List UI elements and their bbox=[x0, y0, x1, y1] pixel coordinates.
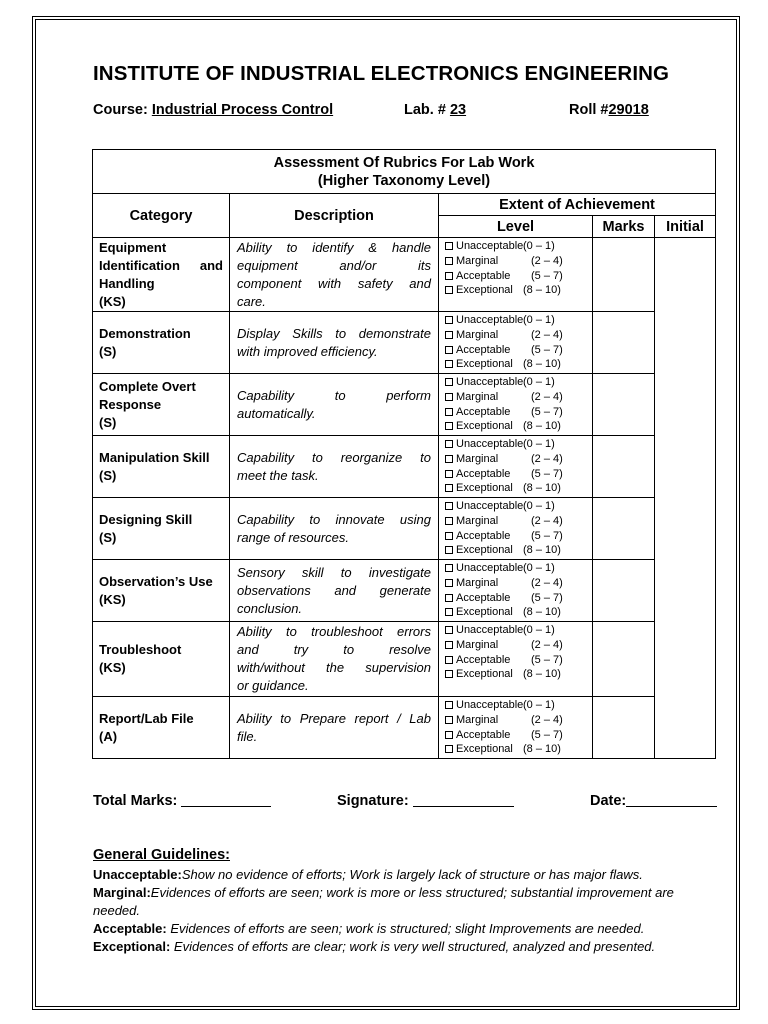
guideline-exceptional bbox=[93, 938, 715, 956]
level-range: (8 – 10) bbox=[523, 482, 561, 495]
level-range: (2 – 4) bbox=[531, 514, 563, 527]
checkbox-icon[interactable] bbox=[445, 745, 453, 753]
level-option-unacceptable[interactable] bbox=[445, 698, 586, 713]
level-label: Exceptional bbox=[456, 358, 513, 371]
level-range: (2 – 4) bbox=[531, 328, 563, 341]
date-blank[interactable] bbox=[626, 792, 717, 807]
table-row bbox=[93, 622, 716, 697]
guideline-text: Evidences of efforts are clear; work is very well structured, analyzed and presented. bbox=[170, 939, 656, 954]
description-line: file. bbox=[237, 728, 258, 744]
level-range: (5 – 7) bbox=[531, 269, 563, 282]
description-line: with/without the supervision bbox=[237, 660, 431, 675]
level-option-acceptable[interactable] bbox=[445, 467, 586, 482]
category-cell bbox=[93, 312, 230, 374]
level-range: (0 – 1) bbox=[523, 376, 555, 388]
marks-cell[interactable] bbox=[593, 498, 655, 560]
description-cell bbox=[230, 498, 439, 560]
checkbox-icon[interactable] bbox=[445, 393, 453, 401]
marks-cell[interactable] bbox=[593, 312, 655, 374]
total-marks-label: Total Marks: bbox=[93, 793, 178, 809]
level-option-exceptional[interactable] bbox=[445, 543, 586, 558]
roll-info bbox=[569, 102, 649, 118]
checkbox-icon[interactable] bbox=[445, 532, 453, 540]
level-option-exceptional[interactable] bbox=[445, 357, 586, 372]
level-option-marginal[interactable] bbox=[445, 452, 586, 467]
course-info bbox=[93, 102, 333, 118]
level-option-acceptable[interactable] bbox=[445, 653, 586, 668]
level-cell bbox=[439, 697, 593, 759]
level-option-acceptable[interactable] bbox=[445, 529, 586, 544]
category-line: Manipulation Skill bbox=[99, 449, 210, 465]
level-range: (0 – 1) bbox=[523, 438, 555, 450]
level-label: Exceptional bbox=[456, 544, 513, 557]
checkbox-icon[interactable] bbox=[445, 594, 453, 602]
level-label: Unacceptable bbox=[456, 624, 524, 636]
level-range: (2 – 4) bbox=[531, 638, 563, 651]
level-label: Exceptional bbox=[456, 284, 513, 297]
description-line: range of resources. bbox=[237, 529, 350, 545]
level-label: Exceptional bbox=[456, 420, 513, 433]
level-range: (8 – 10) bbox=[523, 606, 561, 619]
checkbox-icon[interactable] bbox=[445, 564, 453, 572]
level-option-acceptable[interactable] bbox=[445, 343, 586, 358]
description-line: Capability to perform bbox=[237, 387, 431, 403]
checkbox-icon[interactable] bbox=[445, 484, 453, 492]
level-range: (8 – 10) bbox=[523, 668, 561, 681]
description-cell bbox=[230, 374, 439, 436]
level-option-acceptable[interactable] bbox=[445, 728, 586, 743]
level-label: Unacceptable bbox=[456, 699, 524, 711]
level-label: Acceptable bbox=[456, 405, 511, 418]
category-line: Identification and bbox=[99, 257, 223, 273]
checkbox-icon[interactable] bbox=[445, 470, 453, 478]
guideline-term: Acceptable: bbox=[93, 921, 167, 936]
level-option-unacceptable[interactable] bbox=[445, 561, 586, 576]
description-line: Sensory skill to investigate bbox=[237, 564, 431, 580]
level-option-marginal[interactable] bbox=[445, 254, 586, 269]
category-cell bbox=[93, 622, 230, 697]
description-line: and try to resolve bbox=[237, 642, 431, 657]
lab-label: Lab. # bbox=[404, 102, 446, 118]
checkbox-icon[interactable] bbox=[445, 579, 453, 587]
level-option-unacceptable[interactable] bbox=[445, 437, 586, 452]
checkbox-icon[interactable] bbox=[445, 422, 453, 430]
description-line: automatically. bbox=[237, 405, 316, 421]
checkbox-icon[interactable] bbox=[445, 517, 453, 525]
checkbox-icon[interactable] bbox=[445, 440, 453, 448]
level-label: Unacceptable bbox=[456, 500, 524, 512]
category-line: (A) bbox=[99, 728, 118, 744]
category-cell bbox=[93, 436, 230, 498]
guideline-text: Evidences of efforts are seen; work is more or less structured; substantial improvement are needed. bbox=[93, 885, 674, 918]
level-option-exceptional[interactable] bbox=[445, 742, 586, 757]
signature-label: Signature: bbox=[337, 793, 409, 809]
category-line: Equipment bbox=[99, 239, 167, 255]
level-label: Unacceptable bbox=[456, 438, 524, 450]
guideline-unacceptable bbox=[93, 866, 715, 884]
signature-blank[interactable] bbox=[413, 792, 514, 807]
checkbox-icon[interactable] bbox=[445, 731, 453, 739]
level-label: Marginal bbox=[456, 514, 499, 527]
level-range: (5 – 7) bbox=[531, 653, 563, 666]
checkbox-icon[interactable] bbox=[445, 408, 453, 416]
marks-cell[interactable] bbox=[593, 374, 655, 436]
course-value[interactable]: Industrial Process Control bbox=[151, 102, 334, 118]
level-range: (0 – 1) bbox=[523, 240, 555, 252]
marks-cell[interactable] bbox=[593, 560, 655, 622]
level-range: (5 – 7) bbox=[531, 529, 563, 542]
level-label: Unacceptable bbox=[456, 240, 524, 252]
category-line: (KS) bbox=[99, 660, 126, 675]
level-range: (8 – 10) bbox=[523, 743, 561, 756]
institute-title: INSTITUTE OF INDUSTRIAL ELECTRONICS ENGINEERING bbox=[93, 62, 670, 85]
level-label: Acceptable bbox=[456, 269, 511, 282]
category-line: (S) bbox=[99, 529, 117, 545]
checkbox-icon[interactable] bbox=[445, 546, 453, 554]
category-line: Report/Lab File bbox=[99, 710, 194, 726]
level-cell bbox=[439, 238, 593, 312]
level-option-marginal[interactable] bbox=[445, 638, 586, 653]
level-option-acceptable[interactable] bbox=[445, 269, 586, 284]
description-cell bbox=[230, 238, 439, 312]
level-label: Acceptable bbox=[456, 343, 511, 356]
category-line: Troubleshoot bbox=[99, 642, 182, 657]
level-label: Marginal bbox=[456, 254, 499, 267]
level-label: Acceptable bbox=[456, 591, 511, 604]
level-range: (0 – 1) bbox=[523, 500, 555, 512]
checkbox-icon[interactable] bbox=[445, 286, 453, 294]
level-cell bbox=[439, 498, 593, 560]
level-label: Acceptable bbox=[456, 728, 511, 741]
level-range: (0 – 1) bbox=[523, 562, 555, 574]
marks-cell[interactable] bbox=[593, 436, 655, 498]
level-option-exceptional[interactable] bbox=[445, 481, 586, 496]
level-range: (8 – 10) bbox=[523, 284, 561, 297]
description-line: equipment and/or its bbox=[237, 257, 431, 273]
checkbox-icon[interactable] bbox=[445, 331, 453, 339]
description-cell bbox=[230, 436, 439, 498]
level-range: (2 – 4) bbox=[531, 576, 563, 589]
description-line: meet the task. bbox=[237, 467, 319, 483]
category-line: Demonstration bbox=[99, 325, 191, 341]
level-range: (0 – 1) bbox=[523, 699, 555, 711]
checkbox-icon[interactable] bbox=[445, 316, 453, 324]
level-label: Unacceptable bbox=[456, 562, 524, 574]
level-range: (0 – 1) bbox=[523, 314, 555, 326]
category-line: (S) bbox=[99, 343, 117, 359]
description-line: Display Skills to demonstrate bbox=[237, 325, 431, 341]
table-heading bbox=[93, 150, 716, 194]
guideline-term: Marginal: bbox=[93, 885, 151, 900]
description-line: or guidance. bbox=[237, 678, 309, 693]
level-option-marginal[interactable] bbox=[445, 514, 586, 529]
description-line: with improved efficiency. bbox=[237, 343, 378, 359]
description-line: Ability to troubleshoot errors bbox=[237, 624, 431, 639]
description-line: component with safety and bbox=[237, 275, 431, 291]
category-line: Complete Overt bbox=[99, 378, 196, 394]
guideline-term: Exceptional: bbox=[93, 939, 171, 954]
marks-cell[interactable] bbox=[593, 697, 655, 759]
guideline-acceptable bbox=[93, 920, 715, 938]
description-cell bbox=[230, 312, 439, 374]
checkbox-icon[interactable] bbox=[445, 608, 453, 616]
level-range: (8 – 10) bbox=[523, 544, 561, 557]
level-range: (2 – 4) bbox=[531, 390, 563, 403]
level-range: (8 – 10) bbox=[523, 358, 561, 371]
level-option-unacceptable[interactable] bbox=[445, 375, 586, 390]
marks-cell[interactable] bbox=[593, 238, 655, 312]
checkbox-icon[interactable] bbox=[445, 626, 453, 634]
level-label: Unacceptable bbox=[456, 376, 524, 388]
col-header-category: Category bbox=[93, 194, 230, 238]
checkbox-icon[interactable] bbox=[445, 272, 453, 280]
level-option-unacceptable[interactable] bbox=[445, 623, 586, 638]
level-label: Acceptable bbox=[456, 529, 511, 542]
description-cell bbox=[230, 697, 439, 759]
level-label: Unacceptable bbox=[456, 314, 524, 326]
level-cell bbox=[439, 374, 593, 436]
checkbox-icon[interactable] bbox=[445, 641, 453, 649]
category-line: (S) bbox=[99, 414, 117, 430]
lab-value[interactable]: 23 bbox=[449, 102, 467, 118]
table-row bbox=[93, 436, 716, 498]
level-label: Marginal bbox=[456, 452, 499, 465]
table-heading-line2: (Higher Taxonomy Level) bbox=[317, 172, 491, 189]
level-label: Acceptable bbox=[456, 467, 511, 480]
level-label: Marginal bbox=[456, 638, 499, 651]
level-option-marginal[interactable] bbox=[445, 390, 586, 405]
checkbox-icon[interactable] bbox=[445, 360, 453, 368]
description-line: Ability to Prepare report / Lab bbox=[237, 710, 431, 726]
total-marks-blank[interactable] bbox=[181, 792, 271, 807]
checkbox-icon[interactable] bbox=[445, 701, 453, 709]
level-option-unacceptable[interactable] bbox=[445, 239, 586, 254]
level-option-exceptional[interactable] bbox=[445, 667, 586, 682]
level-option-exceptional[interactable] bbox=[445, 419, 586, 434]
category-cell bbox=[93, 560, 230, 622]
level-cell bbox=[439, 312, 593, 374]
col-header-extent: Extent of Achievement bbox=[439, 194, 716, 216]
level-label: Exceptional bbox=[456, 743, 513, 756]
description-cell bbox=[230, 622, 439, 697]
level-label: Marginal bbox=[456, 713, 499, 726]
level-label: Exceptional bbox=[456, 482, 513, 495]
checkbox-icon[interactable] bbox=[445, 455, 453, 463]
signature-field bbox=[337, 792, 514, 809]
table-heading-line1: Assessment Of Rubrics For Lab Work bbox=[273, 154, 535, 171]
category-line: Observation’s Use bbox=[99, 573, 213, 589]
date-label: Date: bbox=[590, 793, 627, 809]
lab-info bbox=[404, 102, 466, 118]
level-option-acceptable[interactable] bbox=[445, 405, 586, 420]
level-range: (5 – 7) bbox=[531, 728, 563, 741]
course-label: Course: bbox=[93, 102, 148, 118]
checkbox-icon[interactable] bbox=[445, 502, 453, 510]
category-cell bbox=[93, 498, 230, 560]
col-header-marks: Marks bbox=[593, 216, 655, 238]
category-line: Handling bbox=[99, 275, 155, 291]
date-field bbox=[590, 792, 717, 809]
description-line: Capability to innovate using bbox=[237, 511, 431, 527]
checkbox-icon[interactable] bbox=[445, 716, 453, 724]
checkbox-icon[interactable] bbox=[445, 242, 453, 250]
level-range: (5 – 7) bbox=[531, 343, 563, 356]
level-option-marginal[interactable] bbox=[445, 328, 586, 343]
table-row bbox=[93, 374, 716, 436]
col-header-level: Level bbox=[439, 216, 593, 238]
initial-cell[interactable] bbox=[655, 238, 716, 759]
level-option-marginal[interactable] bbox=[445, 576, 586, 591]
description-line: observations and generate bbox=[237, 582, 431, 598]
table-row bbox=[93, 238, 716, 312]
level-range: (8 – 10) bbox=[523, 420, 561, 433]
description-line: Ability to identify & handle bbox=[237, 239, 431, 255]
level-option-unacceptable[interactable] bbox=[445, 499, 586, 514]
col-header-initial: Initial bbox=[655, 216, 716, 238]
description-cell bbox=[230, 560, 439, 622]
level-label: Marginal bbox=[456, 390, 499, 403]
guideline-text: Show no evidence of efforts; Work is largely lack of structure or has major flaws. bbox=[181, 867, 643, 882]
level-range: (5 – 7) bbox=[531, 405, 563, 418]
col-header-description: Description bbox=[230, 194, 439, 238]
description-line: conclusion. bbox=[237, 600, 303, 616]
description-line: Capability to reorganize to bbox=[237, 449, 431, 465]
category-line: (S) bbox=[99, 467, 117, 483]
checkbox-icon[interactable] bbox=[445, 257, 453, 265]
level-range: (2 – 4) bbox=[531, 452, 563, 465]
level-label: Marginal bbox=[456, 328, 499, 341]
guideline-text: Evidences of efforts are seen; work is structured; slight Improvements are needed. bbox=[166, 921, 645, 936]
level-option-exceptional[interactable] bbox=[445, 605, 586, 620]
level-range: (5 – 7) bbox=[531, 467, 563, 480]
checkbox-icon[interactable] bbox=[445, 378, 453, 386]
level-label: Acceptable bbox=[456, 653, 511, 666]
category-line: (KS) bbox=[99, 591, 126, 607]
level-option-acceptable[interactable] bbox=[445, 591, 586, 606]
guidelines-title: General Guidelines: bbox=[93, 847, 230, 863]
level-range: (2 – 4) bbox=[531, 713, 563, 726]
table-row bbox=[93, 560, 716, 622]
level-cell bbox=[439, 560, 593, 622]
category-cell bbox=[93, 697, 230, 759]
table-row bbox=[93, 312, 716, 374]
category-line: Response bbox=[99, 396, 162, 412]
checkbox-icon[interactable] bbox=[445, 670, 453, 678]
level-label: Marginal bbox=[456, 576, 499, 589]
rubric-table bbox=[92, 149, 716, 759]
level-label: Exceptional bbox=[456, 606, 513, 619]
guideline-term: Unacceptable: bbox=[93, 867, 182, 882]
checkbox-icon[interactable] bbox=[445, 656, 453, 664]
table-row bbox=[93, 498, 716, 560]
level-range: (0 – 1) bbox=[523, 624, 555, 636]
level-range: (5 – 7) bbox=[531, 591, 563, 604]
roll-value[interactable]: 29018 bbox=[608, 102, 649, 118]
level-cell bbox=[439, 622, 593, 697]
level-cell bbox=[439, 436, 593, 498]
guideline-marginal bbox=[93, 884, 715, 920]
category-cell bbox=[93, 374, 230, 436]
checkbox-icon[interactable] bbox=[445, 346, 453, 354]
table-row bbox=[93, 697, 716, 759]
level-label: Exceptional bbox=[456, 668, 513, 681]
category-cell bbox=[93, 238, 230, 312]
level-range: (2 – 4) bbox=[531, 254, 563, 267]
category-line: (KS) bbox=[99, 293, 126, 309]
marks-cell[interactable] bbox=[593, 622, 655, 697]
roll-label: Roll # bbox=[569, 102, 609, 118]
description-line: care. bbox=[237, 293, 266, 309]
level-option-marginal[interactable] bbox=[445, 713, 586, 728]
total-marks-field bbox=[93, 792, 271, 809]
category-line: Designing Skill bbox=[99, 511, 193, 527]
level-option-unacceptable[interactable] bbox=[445, 313, 586, 328]
level-option-exceptional[interactable] bbox=[445, 283, 586, 298]
